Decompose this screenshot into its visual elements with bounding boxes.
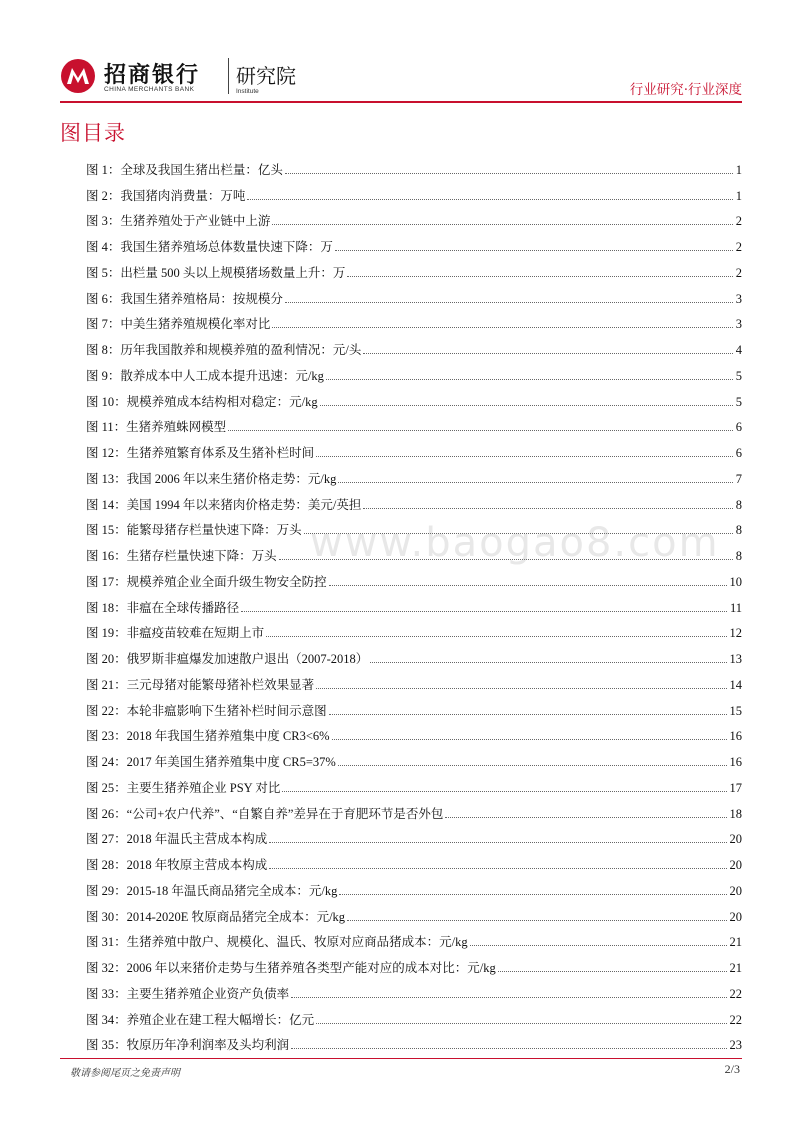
toc-leader-dots	[228, 430, 733, 431]
toc-leader-dots	[332, 739, 727, 740]
toc-entry-page: 1	[735, 162, 742, 177]
toc-entry-title: 2017 年美国生猪养殖集中度 CR5=37%	[126, 755, 336, 769]
toc-entry-page: 14	[729, 677, 742, 692]
toc-leader-dots	[266, 636, 726, 637]
toc-entry[interactable]	[86, 281, 742, 307]
toc-entry-page: 16	[729, 755, 742, 769]
brand-name-en: CHINA MERCHANTS BANK	[104, 86, 195, 93]
toc-entry-number: 图 30：	[86, 909, 127, 924]
toc-entry-page: 6	[735, 446, 742, 460]
toc-leader-dots	[363, 508, 732, 509]
toc-entry[interactable]	[86, 950, 742, 976]
toc-entry-title: 生猪养殖蛛网模型	[126, 420, 227, 435]
toc-leader-dots	[363, 353, 732, 354]
toc-leader-dots	[269, 868, 726, 869]
toc-entry[interactable]	[86, 152, 742, 178]
toc-leader-dots	[329, 714, 727, 715]
toc-entry[interactable]	[86, 873, 742, 899]
toc-entry-number: 图 20：	[86, 652, 127, 666]
toc-entry[interactable]	[86, 487, 742, 513]
toc-entry-page: 21	[729, 961, 742, 975]
toc-entry-title: 养殖企业在建工程大幅增长：亿元	[126, 1012, 315, 1027]
toc-entry-title: 全球及我国生猪出栏量：亿头	[120, 162, 283, 177]
toc-entry-page: 5	[735, 394, 742, 409]
toc-leader-dots	[326, 379, 733, 380]
toc-entry-number: 图 33：	[86, 986, 127, 1001]
toc-entry-title: 生猪存栏量快速下降：万头	[126, 549, 277, 563]
toc-entry[interactable]	[86, 667, 742, 693]
toc-entry[interactable]	[86, 255, 742, 281]
toc-entry-title: 2015-18 年温氏商品猪完全成本：元/kg	[126, 883, 338, 898]
toc-entry-page: 1	[735, 188, 742, 203]
toc-leader-dots	[445, 817, 726, 818]
toc-entry-number: 图 26：	[86, 806, 127, 821]
page-header	[60, 56, 742, 100]
toc-entry[interactable]	[86, 178, 742, 204]
toc-entry-title: 本轮非瘟影响下生猪补栏时间示意图	[126, 703, 327, 718]
toc-entry-page: 22	[729, 986, 742, 1001]
toc-leader-dots	[272, 224, 732, 225]
toc-entry-title: 2018 年我国生猪养殖集中度 CR3<6%	[126, 729, 330, 744]
toc-entry[interactable]	[86, 796, 742, 822]
toc-entry[interactable]	[86, 410, 742, 436]
toc-entry[interactable]	[86, 461, 742, 487]
institute-name-en: Institute	[236, 88, 259, 95]
toc-entry-number: 图 13：	[86, 471, 127, 486]
toc-entry-number: 图 18：	[86, 600, 127, 615]
toc-entry[interactable]	[86, 1002, 742, 1028]
toc-entry-page: 8	[735, 497, 742, 512]
toc-leader-dots	[285, 173, 733, 174]
page-number: 2/3	[724, 1062, 740, 1076]
toc-entry-number: 图 32：	[86, 961, 127, 975]
toc-entry-title: 出栏量 500 头以上规模猪场数量上升：万	[120, 265, 346, 280]
toc-entry-page: 17	[729, 780, 742, 795]
brand-divider	[228, 58, 229, 94]
toc-entry-page: 6	[735, 420, 742, 435]
brand-name: 招商银行	[104, 63, 201, 88]
toc-entry-number: 图 12：	[86, 446, 127, 460]
toc-entry[interactable]	[86, 229, 742, 255]
toc-entry-page: 20	[729, 832, 742, 847]
section-title: 图目录	[60, 121, 126, 145]
toc-entry-number: 图 35：	[86, 1038, 127, 1053]
toc-entry-page: 20	[729, 883, 742, 898]
toc-leader-dots	[269, 842, 726, 843]
toc-entry-page: 18	[729, 806, 742, 821]
toc-entry-number: 图 4：	[86, 240, 121, 254]
toc-entry[interactable]	[86, 847, 742, 873]
toc-entry-title: 生猪养殖中散户、规模化、温氏、牧原对应商品猪成本：元/kg	[126, 935, 468, 950]
toc-leader-dots	[282, 791, 726, 792]
toc-leader-dots	[339, 894, 726, 895]
toc-entry-number: 图 23：	[86, 729, 127, 744]
toc-entry[interactable]	[86, 693, 742, 719]
toc-entry-title: 历年我国散养和规模养殖的盈利情况：元/头	[120, 343, 362, 357]
toc-entry[interactable]	[86, 641, 742, 667]
header-rule	[60, 101, 742, 103]
toc-entry-number: 图 34：	[86, 1012, 127, 1027]
toc-entry-title: 三元母猪对能繁母猪补栏效果显著	[126, 677, 315, 692]
toc-leader-dots	[320, 405, 733, 406]
toc-entry-title: 主要生猪养殖企业 PSY 对比	[126, 780, 281, 795]
toc-leader-dots	[241, 611, 727, 612]
toc-entry-number: 图 29：	[86, 883, 127, 898]
toc-entry-page: 22	[729, 1012, 742, 1027]
toc-entry-number: 图 17：	[86, 574, 127, 589]
toc-entry-title: 2018 年温氏主营成本构成	[126, 832, 268, 847]
toc-entry-page: 20	[729, 858, 742, 872]
toc-entry-number: 图 21：	[86, 677, 127, 692]
footer-disclaimer: 敬请参阅尾页之免责声明	[70, 1068, 180, 1079]
toc-entry-number: 图 5：	[86, 265, 121, 280]
toc-leader-dots	[498, 971, 727, 972]
toc-entry-title: 非瘟疫苗较难在短期上市	[126, 626, 265, 641]
toc-entry[interactable]	[86, 590, 742, 616]
toc-leader-dots	[285, 302, 733, 303]
toc-entry-page: 7	[735, 471, 742, 486]
toc-entry-title: 2018 年牧原主营成本构成	[126, 858, 268, 872]
toc-entry-number: 图 28：	[86, 858, 127, 872]
toc-entry[interactable]	[86, 564, 742, 590]
toc-leader-dots	[347, 920, 726, 921]
toc-entry-number: 图 19：	[86, 626, 127, 641]
toc-entry-number: 图 27：	[86, 832, 127, 847]
toc-entry-title: 我国生猪养殖格局：按规模分	[120, 291, 283, 306]
toc-entry-title: 规模养殖成本结构相对稳定：元/kg	[126, 394, 318, 409]
toc-entry-page: 8	[735, 549, 742, 563]
toc-entry-page: 8	[735, 523, 742, 538]
toc-entry[interactable]	[86, 435, 742, 461]
toc-entry-page: 3	[735, 317, 742, 332]
toc-entry-page: 21	[729, 935, 742, 950]
toc-entry-title: “公司+农户代养”、“自繁自养”差异在于育肥环节是否外包	[126, 806, 444, 821]
toc-entry-title: 非瘟在全球传播路径	[126, 600, 240, 615]
toc-entry-page: 16	[729, 729, 742, 744]
toc-entry-page: 2	[735, 265, 742, 280]
toc-entry-title: 我国 2006 年以来生猪价格走势：元/kg	[126, 471, 337, 486]
toc-entry[interactable]	[86, 744, 742, 770]
watermark: www.baogao8.com	[310, 520, 720, 566]
toc-entry-page: 23	[729, 1038, 742, 1053]
toc-entry[interactable]	[86, 204, 742, 230]
toc-entry-page: 5	[735, 368, 742, 383]
toc-entry[interactable]	[86, 770, 742, 796]
toc-entry[interactable]	[86, 719, 742, 745]
toc-entry-page: 3	[735, 291, 742, 306]
toc-leader-dots	[335, 250, 733, 251]
toc-entry-number: 图 9：	[86, 368, 121, 383]
toc-leader-dots	[338, 765, 727, 766]
toc-entry-title: 2006 年以来猪价走势与生猪养殖各类型产能对应的成本对比：元/kg	[126, 961, 496, 975]
toc-entry-title: 能繁母猪存栏量快速下降：万头	[126, 523, 302, 538]
toc-entry[interactable]	[86, 822, 742, 848]
toc-leader-dots	[291, 997, 726, 998]
toc-entry-title: 我国生猪养殖场总体数量快速下降：万	[120, 240, 333, 254]
toc-entry-number: 图 8：	[86, 343, 121, 357]
toc-entry-title: 2014-2020E 牧原商品猪完全成本：元/kg	[126, 909, 346, 924]
toc-leader-dots	[316, 456, 733, 457]
toc-entry-title: 散养成本中人工成本提升迅速：元/kg	[120, 368, 324, 383]
toc-entry-number: 图 11：	[86, 420, 127, 435]
toc-entry[interactable]	[86, 358, 742, 384]
toc-entry-title: 生猪养殖处于产业链中上游	[120, 214, 271, 229]
toc-leader-dots	[338, 482, 732, 483]
toc-entry-number: 图 24：	[86, 755, 127, 769]
toc-entry-title: 中美生猪养殖规模化率对比	[120, 317, 271, 332]
toc-entry-number: 图 6：	[86, 291, 121, 306]
toc-entry-page: 13	[729, 652, 742, 666]
toc-entry-title: 主要生猪养殖企业资产负债率	[126, 986, 290, 1001]
toc-leader-dots	[291, 1048, 726, 1049]
toc-leader-dots	[370, 662, 726, 663]
cmb-logo-icon	[60, 58, 96, 94]
toc-leader-dots	[329, 585, 727, 586]
toc-leader-dots	[316, 1023, 726, 1024]
toc-entry-title: 我国猪肉消费量：万吨	[120, 188, 246, 203]
toc-entry[interactable]	[86, 925, 742, 951]
toc-entry-number: 图 7：	[86, 317, 121, 332]
toc-leader-dots	[347, 276, 732, 277]
figure-toc-list	[86, 152, 742, 1053]
toc-entry-number: 图 15：	[86, 523, 127, 538]
toc-entry[interactable]	[86, 616, 742, 642]
toc-entry[interactable]	[86, 384, 742, 410]
toc-entry-number: 图 22：	[86, 703, 127, 718]
toc-entry-page: 10	[729, 574, 742, 589]
toc-entry-title: 生猪养殖繁育体系及生猪补栏时间	[126, 446, 315, 460]
toc-leader-dots	[272, 327, 732, 328]
toc-leader-dots	[470, 945, 727, 946]
toc-entry[interactable]	[86, 976, 742, 1002]
toc-leader-dots	[316, 688, 726, 689]
toc-entry-number: 图 31：	[86, 935, 127, 950]
toc-entry-page: 20	[729, 909, 742, 924]
toc-entry-page: 4	[735, 343, 742, 357]
toc-entry-page: 12	[729, 626, 742, 641]
toc-entry-page: 2	[735, 240, 742, 254]
toc-entry-number: 图 2：	[86, 188, 121, 203]
toc-leader-dots	[247, 199, 732, 200]
toc-entry-page: 11	[729, 600, 742, 615]
toc-entry-number: 图 1：	[86, 162, 121, 177]
toc-entry-number: 图 25：	[86, 780, 127, 795]
toc-entry[interactable]	[86, 307, 742, 333]
toc-entry-title: 牧原历年净利润率及头均利润	[126, 1038, 290, 1053]
toc-entry-title: 美国 1994 年以来猪肉价格走势：美元/英担	[126, 497, 362, 512]
toc-entry-number: 图 10：	[86, 394, 127, 409]
toc-entry-page: 15	[729, 703, 742, 718]
institute-name: 研究院	[236, 64, 296, 88]
toc-entry-number: 图 3：	[86, 214, 121, 229]
toc-entry-title: 规模养殖企业全面升级生物安全防控	[126, 574, 327, 589]
toc-entry-number: 图 16：	[86, 549, 127, 563]
toc-entry[interactable]	[86, 332, 742, 358]
toc-entry-page: 2	[735, 214, 742, 229]
toc-entry[interactable]	[86, 899, 742, 925]
footer-rule	[60, 1058, 742, 1059]
toc-entry-number: 图 14：	[86, 497, 127, 512]
toc-entry-title: 俄罗斯非瘟爆发加速散户退出（2007-2018）	[126, 652, 369, 666]
report-category: 行业研究·行业深度	[629, 82, 742, 98]
toc-entry[interactable]	[86, 1028, 742, 1054]
